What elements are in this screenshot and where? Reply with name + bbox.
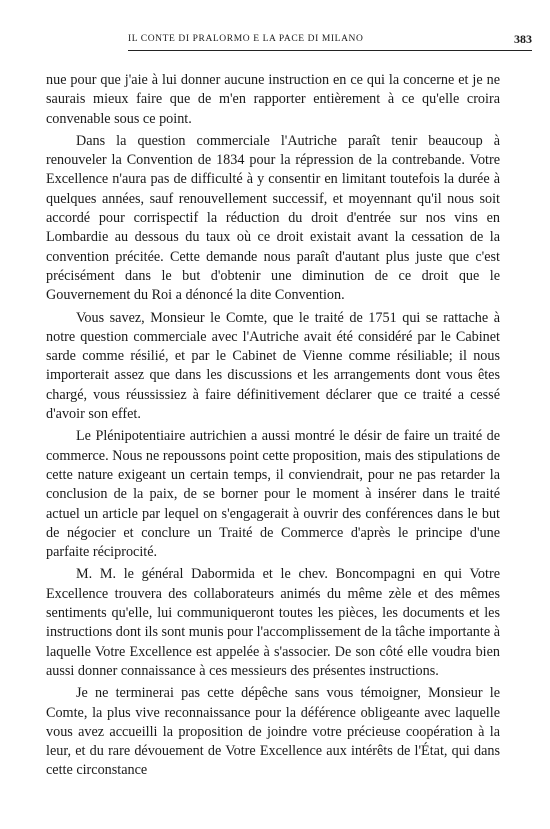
paragraph-commerce-treaty: Le Plénipotentiaire autrichien a aussi montré le désir de faire un traité de commerce. Nous ne repoussons point cette proposition, mais des stipulations de cette nature exigeant un certain temps, il conviendrait, pour ne pas retarder la conclusion de la paix, de se borner pour le moment à insérer dans le traité actuel un article par lequel on s'engagerait à ouvrir des conférences dans le but de négocier et conclure un Traité de Commerce d'après le principe d'une parfaite réciprocité. <box>46 428 500 561</box>
page-number: 383 <box>514 32 532 46</box>
paragraph-treaty-1751: Vous savez, Monsieur le Comte, que le traité de 1751 qui se rattache à notre question commerciale avec l'Autriche avait été considéré par le Cabinet sarde comme résilié, et par le Cabinet de Vienne comme résiliable; il nous importerait assez que dans les discussions et les arrangements dont vous êtes chargé, vous réussissiez à faire définitivement déclarer que ce traité a cessé d'avoir son effet. <box>46 309 500 423</box>
paragraph-closing: Je ne terminerai pas cette dépêche sans vous témoigner, Monsieur le Comte, la plus vive reconnaissance pour la déférence obligeante avec laquelle vous avez accueilli la proposition de joindre votre précieuse coopération à la leur, et du rare dévouement de Votre Excellence aux intérêts de l'État, qui dans cette circonstance <box>46 685 500 779</box>
running-title: IL CONTE DI PRALORMO E LA PACE DI MILANO <box>128 34 364 44</box>
paragraph-commercial-question: Dans la question commerciale l'Autriche paraît tenir beaucoup à renouveler la Convention de 1834 pour la répression de la contrebande. Votre Excellence n'aura pas de difficulté à y consentir en limitant toutefois la durée à quelques années, sauf renouvellement successif, et moyennant qu'il nous soit accordé pour corrispectif la réduction du droit d'entrée sur nos vins en Lombardie au dessous du taux où ce droit existait avant la cessation de la convention précitée. Cette demande nous paraît d'autant plus juste que c'est précisément dans le but d'obtenir une diminution de ce droit que le Gouvernement du Roi a dénoncé la dite Convention. <box>46 132 500 304</box>
paragraph-collaborators: M. M. le général Dabormida et le chev. Boncompagni en qui Votre Excellence trouvera des collaborateurs animés du même zèle et des mêmes sentiments qu'elle, lui communiqueront toutes les pièces, les documents et les instructions dont ils sont munis pour l'accomplissement de la tâche importante à laquelle Votre Excellence est appelée à s'associer. De son côté elle voudra bien aussi donner connaissance à ces messieurs des présentes instructions. <box>46 566 500 679</box>
paragraph-continuation: nue pour que j'aie à lui donner aucune instruction en ce qui la concerne et je ne saurais mieux faire que de m'en rapporter entièrement à ce qu'elle croira convenable sous ce point. <box>46 72 500 127</box>
document-body <box>46 71 500 784</box>
running-header <box>128 30 532 51</box>
